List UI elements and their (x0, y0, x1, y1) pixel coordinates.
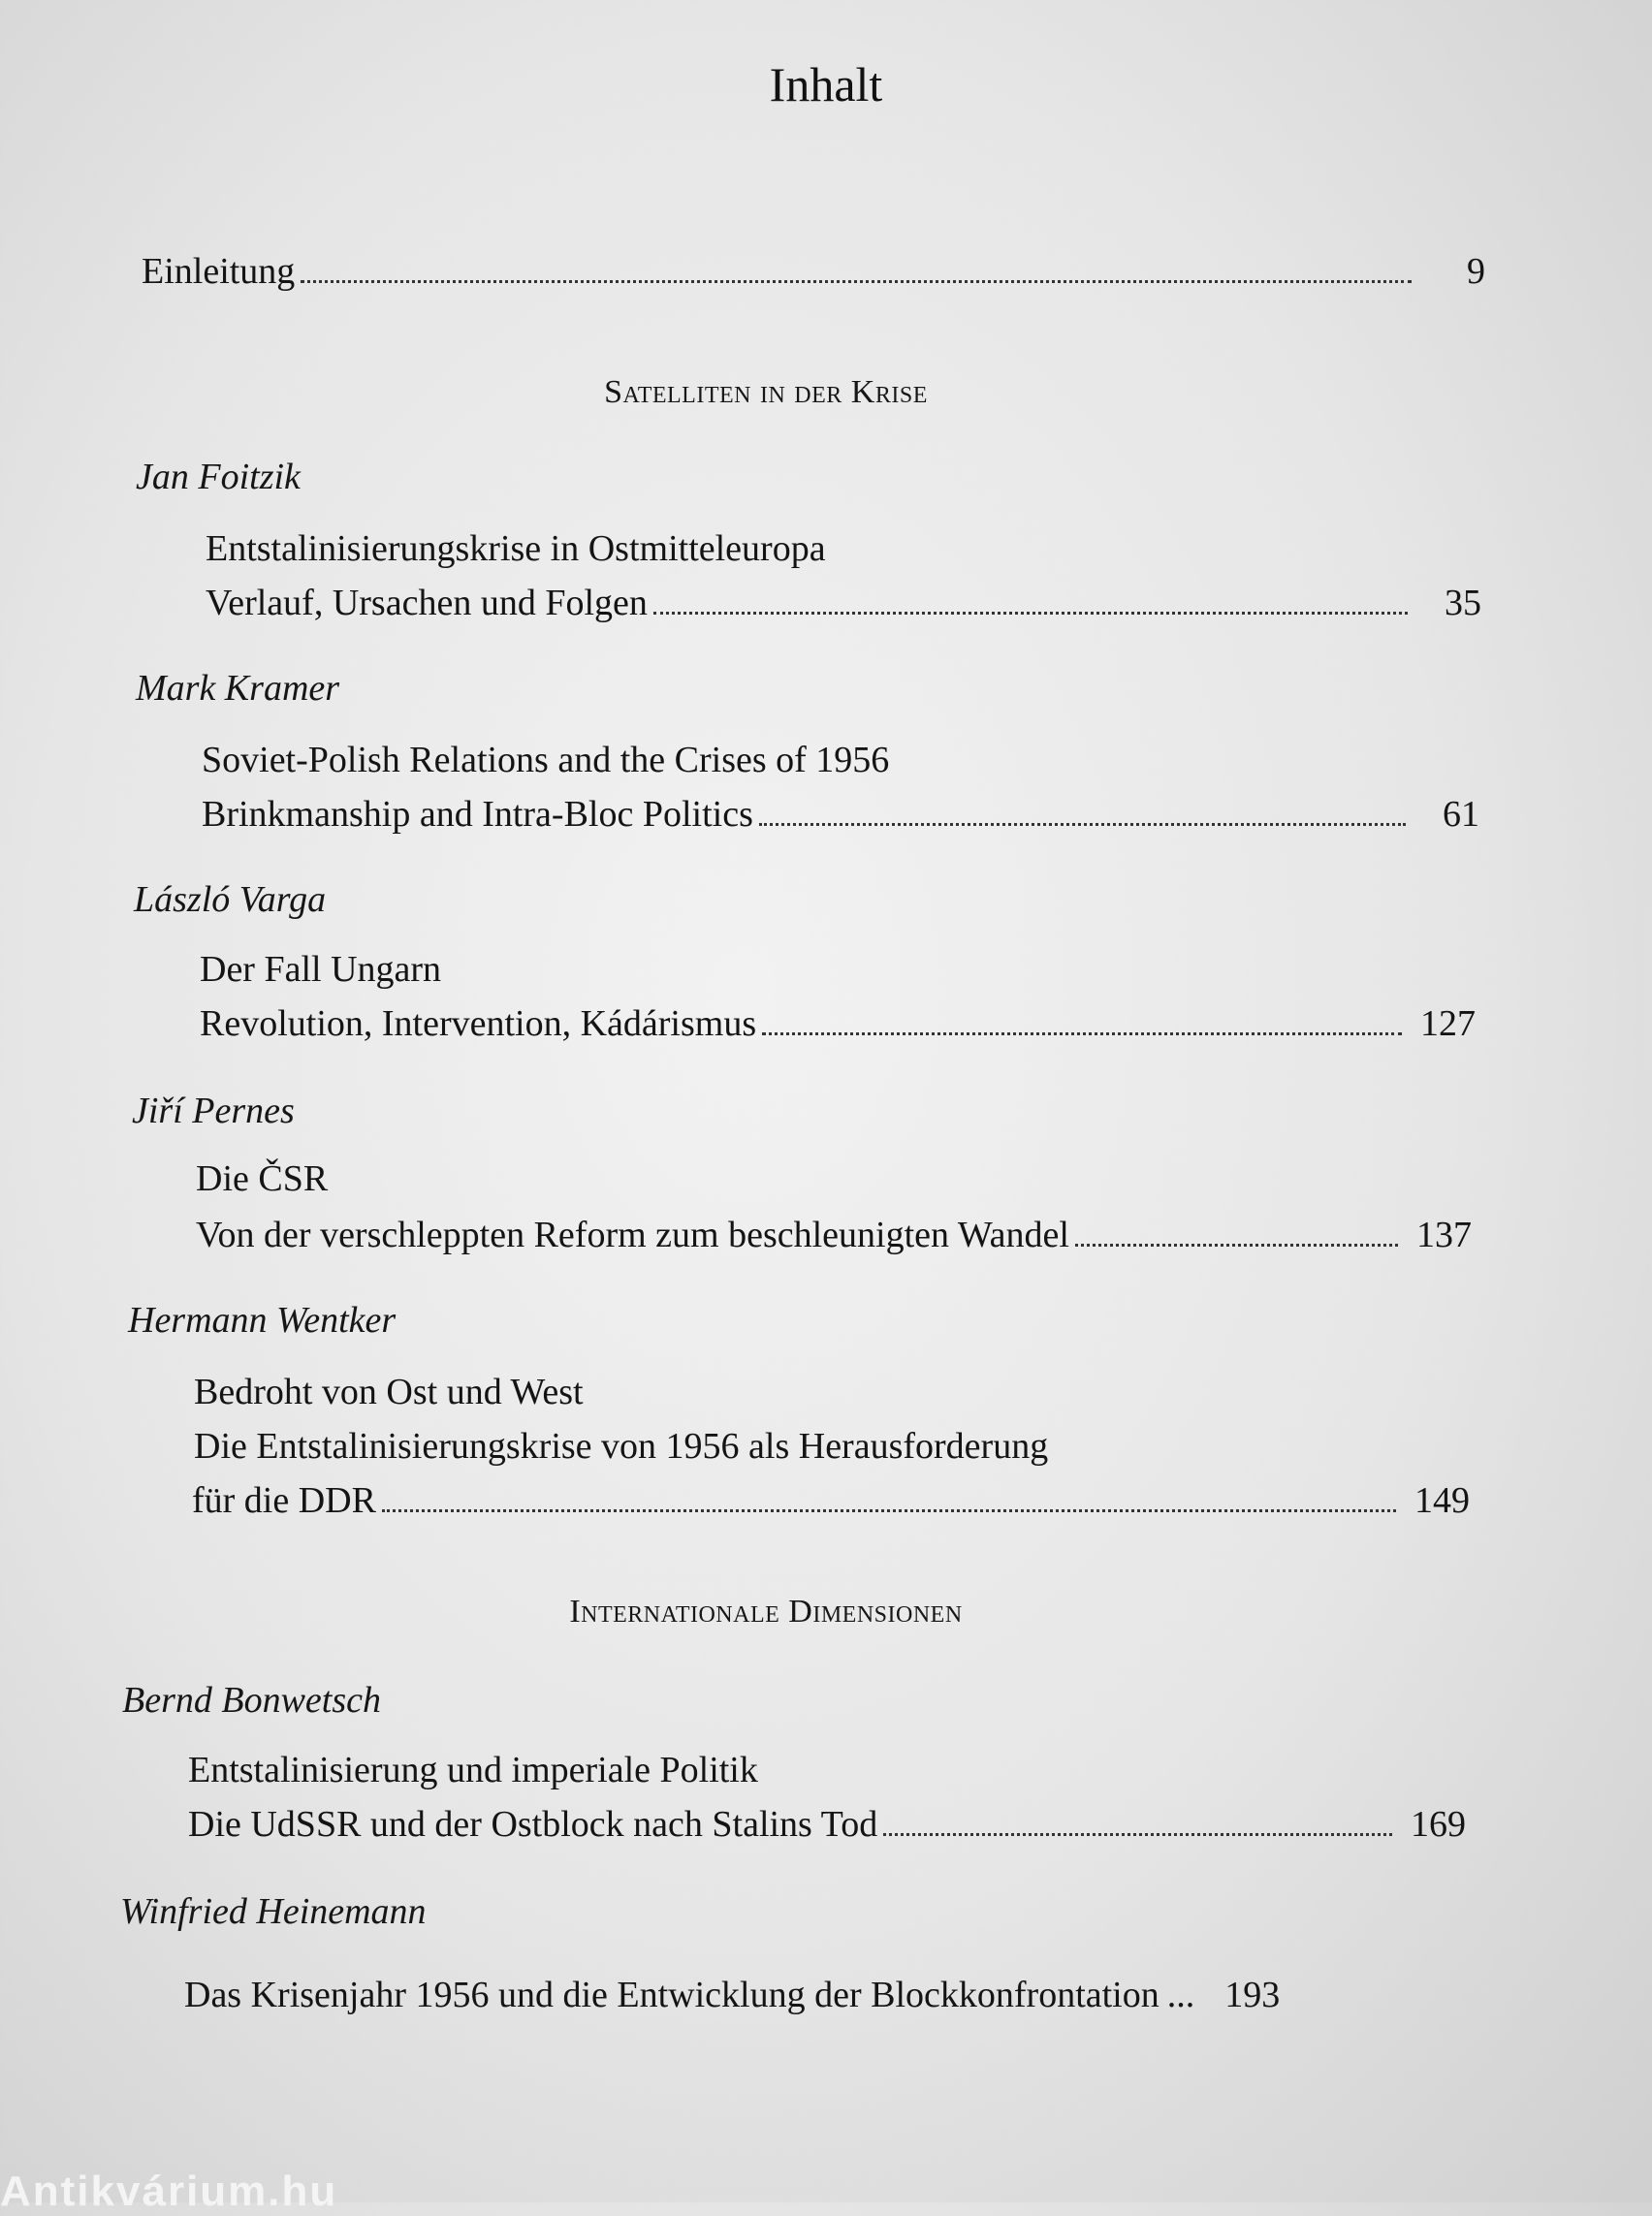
entry-subtitle-cont: für die DDR (192, 1480, 376, 1521)
toc-entry[interactable] (200, 1002, 1476, 1045)
dot-leader (762, 1032, 1402, 1035)
entry-title: Die ČSR (196, 1158, 329, 1199)
entry-title: Der Fall Ungarn (200, 949, 442, 990)
entry-author: Hermann Wentker (128, 1300, 397, 1341)
dot-leader (382, 1509, 1396, 1512)
ellipsis: ... (1166, 1975, 1195, 2015)
entry-title: Entstalinisierung und imperiale Politik (188, 1750, 758, 1790)
entry-title: Bedroht von Ost und West (194, 1372, 584, 1412)
dot-leader (653, 612, 1408, 615)
toc-entry[interactable] (188, 1803, 1466, 1846)
page-number: 193 (1224, 1975, 1281, 2015)
section-heading-international: Internationale Dimensionen (569, 1594, 963, 1630)
toc-entry-intro[interactable] (142, 250, 1485, 293)
entry-subtitle: Die Entstalinisierungskrise von 1956 als Herausforderung (194, 1426, 1049, 1467)
entry-author: Jiří Pernes (132, 1091, 295, 1131)
page-number: 137 (1416, 1215, 1472, 1255)
entry-title: Entstalinisierungskrise in Ostmitteleuropa (206, 528, 826, 569)
dot-leader (759, 823, 1406, 826)
page-number: 169 (1411, 1804, 1466, 1845)
entry-subtitle: Revolution, Intervention, Kádárismus (200, 1003, 757, 1044)
dot-leader (301, 280, 1412, 283)
entry-author: László Varga (134, 879, 327, 920)
entry-author: Mark Kramer (136, 668, 340, 709)
toc-entry[interactable] (202, 793, 1479, 836)
entry-author: Bernd Bonwetsch (122, 1680, 382, 1721)
dot-leader (1075, 1244, 1398, 1247)
entry-subtitle: Brinkmanship and Intra-Bloc Politics (202, 794, 753, 835)
toc-entry[interactable] (206, 582, 1481, 624)
entry-author: Winfried Heinemann (120, 1891, 427, 1932)
page-number: 9 (1467, 251, 1485, 292)
entry-author: Jan Foitzik (136, 457, 301, 497)
entry-subtitle: Die UdSSR und der Ostblock nach Stalins Tod (188, 1804, 878, 1845)
entry-title: Das Krisenjahr 1956 und die Entwicklung der Blockkonfrontation (184, 1975, 1160, 2015)
watermark: Antikvárium.hu (0, 2168, 338, 2215)
entry-title: Soviet-Polish Relations and the Crises of 1956 (202, 740, 890, 780)
page-title: Inhalt (769, 57, 883, 111)
entry-subtitle: Von der verschleppten Reform zum beschleunigten Wandel (196, 1215, 1069, 1255)
toc-entry[interactable] (196, 1214, 1472, 1256)
page-number: 35 (1445, 583, 1481, 623)
dot-leader (883, 1833, 1392, 1836)
section-heading-satellites: Satelliten in der Krise (604, 374, 928, 410)
entry-title: Einleitung (142, 251, 296, 292)
page-number: 61 (1443, 794, 1479, 835)
toc-entry[interactable] (192, 1479, 1470, 1522)
page-number: 149 (1414, 1480, 1470, 1521)
toc-entry[interactable] (184, 1974, 1466, 2016)
page-number: 127 (1420, 1003, 1476, 1044)
entry-subtitle: Verlauf, Ursachen und Folgen (206, 583, 648, 623)
